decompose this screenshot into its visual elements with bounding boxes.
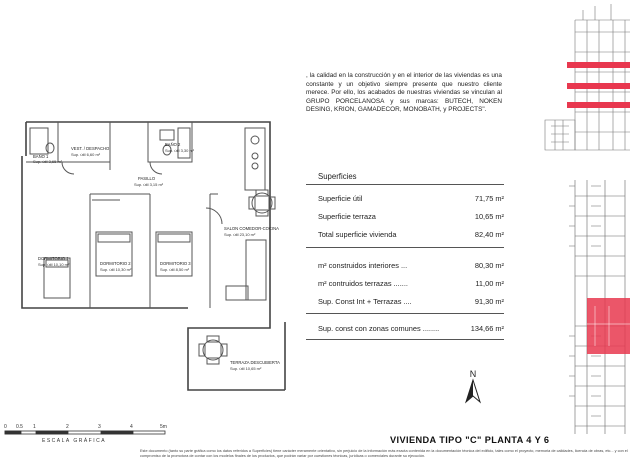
room-label: BAÑO 1 xyxy=(33,154,49,159)
sup-row xyxy=(318,277,504,289)
room-area: Sup. útil 3,30 m² xyxy=(165,148,195,153)
superficies-rule-top xyxy=(306,184,504,185)
room-area: Sup. útil 23,10 m² xyxy=(224,232,256,237)
room-area: Sup. útil 8,50 m² xyxy=(160,267,190,272)
highlight-floor-band xyxy=(567,62,630,68)
page-title: VIVIENDA TIPO "C" PLANTA 4 Y 6 xyxy=(390,435,550,445)
north-label: N xyxy=(469,369,477,379)
scale-tick: 0.5 xyxy=(16,424,23,430)
scale-tick: 3 xyxy=(98,424,101,430)
sup-row-value: 11,00 m² xyxy=(475,278,504,288)
room-label: DORMITORIO 3 xyxy=(160,261,191,266)
sup-row-value: 80,30 m² xyxy=(474,260,504,270)
sup-row-label: Sup. const con zonas comunes ........ xyxy=(318,323,440,333)
sup-row-value: 10,65 m² xyxy=(474,211,504,221)
room-label: DORMITORIO 1 xyxy=(38,256,69,261)
room-label: BAÑO 2 xyxy=(165,142,181,147)
room-label: SALON COMEDOR-COCINA xyxy=(224,226,279,231)
highlight-unit xyxy=(587,298,630,354)
room-area: Sup. útil 10,10 m² xyxy=(38,262,70,267)
room-area: Sup. útil 10,65 m² xyxy=(230,366,262,371)
highlight-floor-band xyxy=(567,83,630,89)
sup-row-label: Sup. Const Int + Terrazas .... xyxy=(318,296,412,306)
sup-row xyxy=(318,210,504,222)
north-arrow-icon xyxy=(458,368,488,406)
sup-row-value: 71,75 m² xyxy=(474,193,504,203)
building-elevation xyxy=(535,0,630,170)
room-label: TERRAZA DESCUBIERTA xyxy=(230,360,280,365)
scale-tick: 2 xyxy=(66,424,69,430)
scale-tick: 1 xyxy=(33,424,36,430)
sup-row xyxy=(318,259,504,271)
superficies-rule-bottom xyxy=(306,339,504,340)
scale-tick: 5m xyxy=(160,424,167,430)
sup-row-label: Total superficie vivienda xyxy=(318,229,397,239)
superficies-rule-mid xyxy=(306,247,504,248)
sup-row-value: 82,40 m² xyxy=(474,229,504,239)
room-label: VEST. / DESPACHO xyxy=(71,146,110,151)
sup-row-value: 91,30 m² xyxy=(474,296,504,306)
scale-tick: 4 xyxy=(130,424,133,430)
sup-row xyxy=(318,295,504,307)
key-plan xyxy=(565,176,630,438)
sup-row-label: m² construidos interiores ... xyxy=(318,260,408,270)
sup-row-value: 134,66 m² xyxy=(470,323,504,333)
room-area: Sup. útil 3,15 m² xyxy=(134,182,164,187)
intro-paragraph: , la calidad en la construcción y en el interior de las viviendas es una constante y un objetivo siempre presente que nuestro cliente merece. Por ello, los acabados de nuestras viviendas se vinculan al GRUPO PORCELANOSA y sus marcas: BUTECH, NOKEN DESING, KRION, GAMADECOR, MONOBATH, y PROJECTS". xyxy=(306,72,502,114)
sup-row xyxy=(318,192,504,204)
superficies-rule-low xyxy=(306,313,504,314)
sup-row-label: Superficie terraza xyxy=(318,211,376,221)
sup-row-label: Superficie útil xyxy=(318,193,363,203)
room-area: Sup. útil 10,30 m² xyxy=(100,267,132,272)
room-area: Sup. útil 6,60 m² xyxy=(71,152,101,157)
superficies-title: Superficies xyxy=(318,172,357,181)
highlight-floor-band xyxy=(567,102,630,108)
room-area: Sup. útil 3,65 m² xyxy=(33,159,63,164)
scale-label: ESCALA GRÁFICA xyxy=(42,438,107,444)
sup-row xyxy=(318,228,504,240)
scale-tick: 0 xyxy=(4,424,7,430)
sup-row-label: m² contruidos terrazas ....... xyxy=(318,278,408,288)
room-label: DORMITORIO 2 xyxy=(100,261,131,266)
sup-row xyxy=(318,322,504,334)
floor-plan xyxy=(0,100,300,400)
scale-bar xyxy=(2,420,182,450)
disclaimer-text: Este documento (tanto su parte gráfica como los datos referidos a Superficies) tiene carácter meramente orientativo, sin perjuicio de la información más exacta contenida en la documentación técnica del edificio, tales como el proyecto, memoria de calidades, licencia de obras, etc... y con el compromiso de la promotora de contar con los modelos finales de los productos, que podrán variar por cuestiones técnicas, jurídicas o comerciales durante su ejecución. xyxy=(140,449,628,458)
room-label: PASILLO xyxy=(138,176,156,181)
